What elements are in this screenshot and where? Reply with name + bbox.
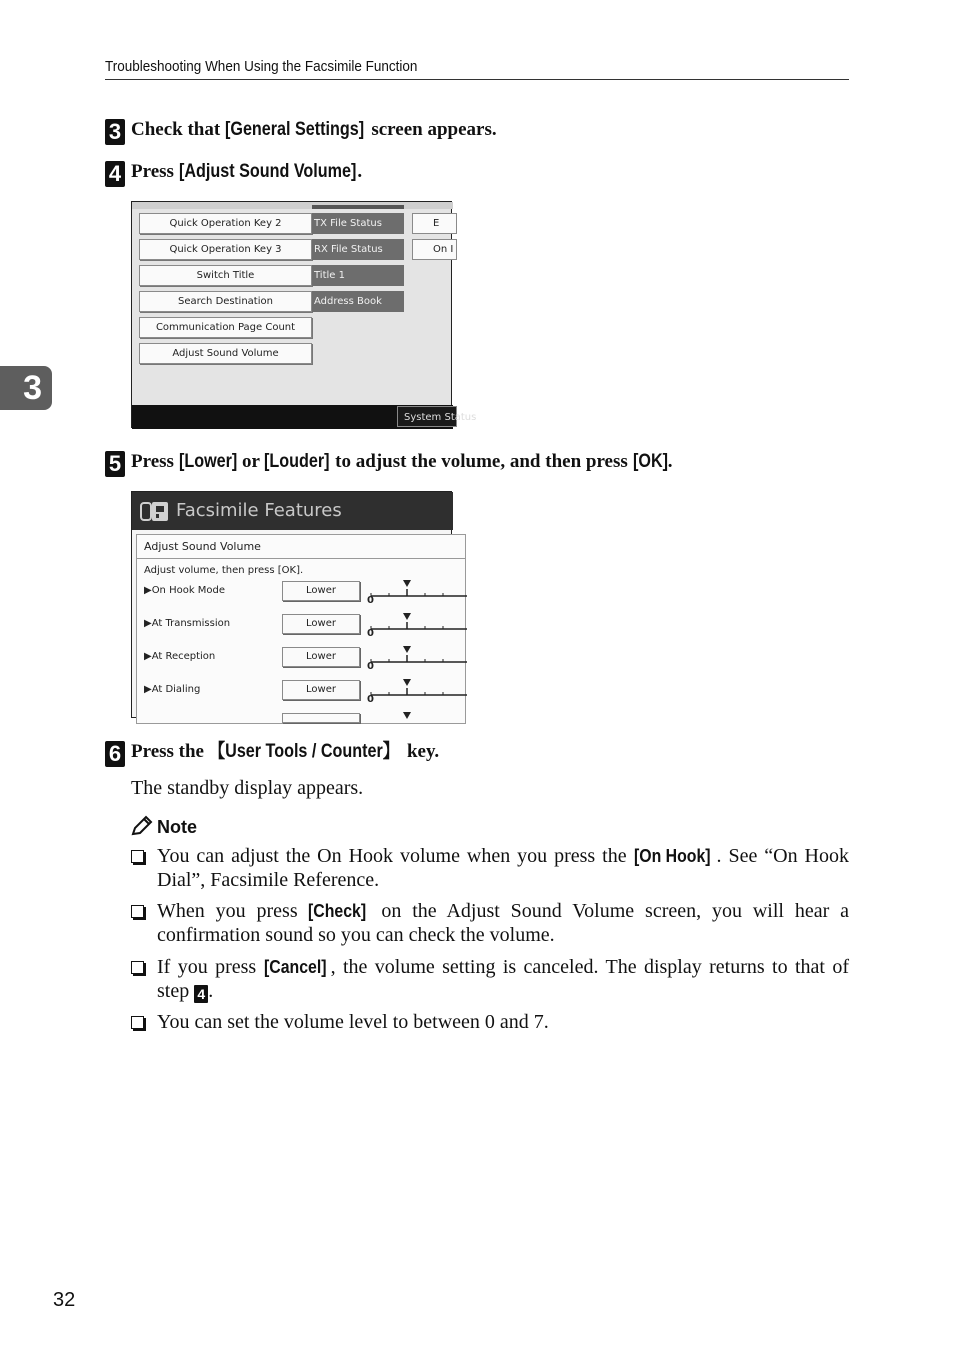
switch-title-button[interactable]: Switch Title xyxy=(139,265,312,286)
lower-button[interactable]: Lower xyxy=(282,647,360,667)
step-6: 6 Press the 【User Tools / Counter】 key. xyxy=(105,740,439,767)
adjust-sound-volume-button[interactable]: Adjust Sound Volume xyxy=(139,343,312,364)
step-number: 5 xyxy=(105,451,125,477)
checkbox-bullet-icon xyxy=(131,961,144,974)
key-label: [On Hook] xyxy=(633,846,711,866)
note-item: You can adjust the On Hook volume when you press the [On Hook] . See “On Hook Dial”, Facsimile Reference. xyxy=(157,844,849,892)
adjust-sound-volume-screenshot xyxy=(131,491,452,718)
checkbox-bullet-icon xyxy=(131,850,144,863)
setting-value: TX File Status xyxy=(312,213,404,234)
standby-text: The standby display appears. xyxy=(131,777,364,799)
header-title: Troubleshooting When Using the Facsimile Function xyxy=(105,58,418,75)
pencil-icon xyxy=(131,816,153,836)
general-settings-screenshot xyxy=(131,201,477,428)
quick-operation-key-2-button[interactable]: Quick Operation Key 2 xyxy=(139,213,312,234)
communication-page-count-button[interactable]: Communication Page Count xyxy=(139,317,312,338)
side-button[interactable]: On I xyxy=(412,239,457,260)
step-4: 4 Press [Adjust Sound Volume]. xyxy=(105,160,362,187)
volume-row-dialing xyxy=(137,680,467,706)
note-heading: Note xyxy=(131,816,197,838)
volume-scale-partial xyxy=(367,711,467,737)
volume-row-reception xyxy=(137,647,467,673)
key-label: 【User Tools / Counter】 xyxy=(208,741,399,762)
lower-button[interactable]: Lower xyxy=(282,680,360,700)
note-item: If you press [Cancel] , the volume setting is canceled. The display returns to that of step 4 . xyxy=(157,955,849,1003)
step-number: 4 xyxy=(105,161,125,187)
row-label: ▶On Hook Mode xyxy=(144,585,226,596)
screen-title: Facsimile Features xyxy=(176,500,342,521)
running-header xyxy=(105,56,849,80)
key-label: [Louder] xyxy=(264,451,330,472)
scale-min-label: 0 xyxy=(367,595,374,606)
volume-scale[interactable] xyxy=(367,612,467,638)
row-label: ▶At Reception xyxy=(144,651,216,662)
checkbox-bullet-icon xyxy=(131,905,144,918)
lower-button-partial[interactable] xyxy=(282,713,360,723)
note-item: When you press [Check] on the Adjust Sound Volume screen, you will hear a confirmation sound so you can check the volume. xyxy=(157,899,849,947)
volume-row-on-hook xyxy=(137,581,467,607)
volume-scale[interactable] xyxy=(367,678,467,704)
search-destination-button[interactable]: Search Destination xyxy=(139,291,312,312)
step-3: 3 Check that [General Settings] screen appears. xyxy=(105,118,497,145)
volume-scale[interactable] xyxy=(367,579,467,605)
key-label: [OK] xyxy=(632,451,668,472)
setting-value: Address Book xyxy=(312,291,404,312)
scale-min-label: 0 xyxy=(367,694,374,705)
system-status-button[interactable]: System Status xyxy=(397,406,457,427)
scale-min-label: 0 xyxy=(367,661,374,672)
page-number: 32 xyxy=(53,1289,76,1311)
setting-value: RX File Status xyxy=(312,239,404,260)
setting-value: Title 1 xyxy=(312,265,404,286)
volume-row-transmission xyxy=(137,614,467,640)
volume-scale[interactable] xyxy=(367,645,467,671)
key-label: [Cancel] xyxy=(263,957,327,977)
key-label: [Check] xyxy=(308,901,367,921)
key-label: [Adjust Sound Volume] xyxy=(178,161,357,182)
scroll-strip xyxy=(132,202,453,209)
lower-button[interactable]: Lower xyxy=(282,581,360,601)
facsimile-icon xyxy=(140,501,170,522)
instruction-text: Adjust volume, then press [OK]. xyxy=(144,565,304,576)
quick-operation-key-3-button[interactable]: Quick Operation Key 3 xyxy=(139,239,312,260)
volume-row-partial xyxy=(137,713,467,739)
key-label: [General Settings] xyxy=(224,119,365,140)
row-label: ▶At Transmission xyxy=(144,618,231,629)
chapter-tab: 3 xyxy=(0,366,52,410)
volume-panel xyxy=(136,534,466,724)
panel-title: Adjust Sound Volume xyxy=(137,535,465,559)
step-5: 5 Press [Lower] or [Louder] to adjust the volume, and then press [OK]. xyxy=(105,450,672,477)
scale-min-label: 0 xyxy=(367,628,374,639)
row-label: ▶At Dialing xyxy=(144,684,201,695)
note-item: You can set the volume level to between 0 and 7. xyxy=(157,1010,849,1034)
title-bar xyxy=(132,492,453,530)
key-label: [Lower] xyxy=(178,451,237,472)
step-reference: 4 xyxy=(194,985,208,1003)
step-number: 3 xyxy=(105,119,125,145)
checkbox-bullet-icon xyxy=(131,1016,144,1029)
side-button[interactable]: E xyxy=(412,213,457,234)
step-number: 6 xyxy=(105,741,125,767)
lower-button[interactable]: Lower xyxy=(282,614,360,634)
